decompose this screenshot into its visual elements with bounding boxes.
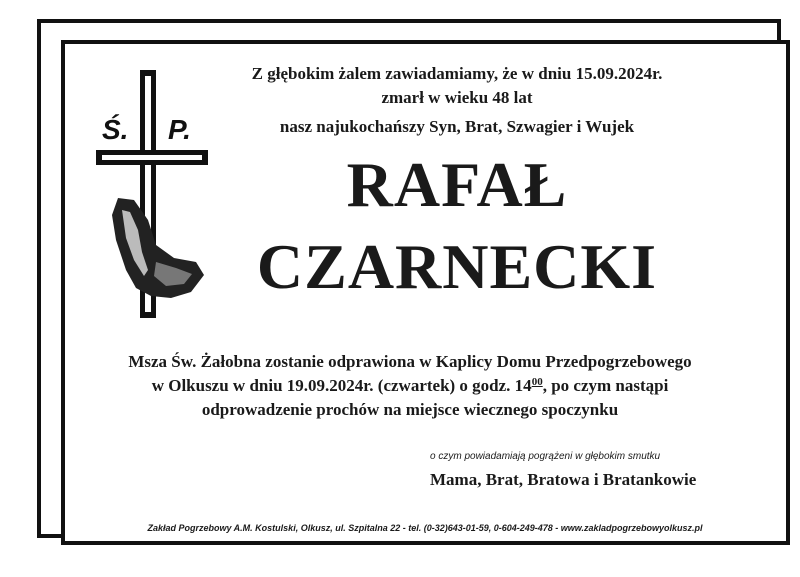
announcement-line-1: Z głębokim żalem zawiadamiamy, że w dniu 15.09.2024r. [251, 64, 663, 83]
deceased-last-name: CZARNECKI [256, 231, 658, 302]
mass-time-minutes: 00 [531, 376, 543, 388]
announcement-line-3: nasz najukochańszy Syn, Brat, Szwagier i Wujek [279, 117, 635, 136]
announcement-line-2: zmarł w wieku 48 lat [381, 88, 533, 107]
symbol-p-label: P. [168, 114, 191, 145]
symbol-s-label: Ś. [102, 114, 129, 145]
mass-line-2-continuation: , po czym nastąpi [542, 376, 669, 395]
mass-line-2 [45, 376, 775, 396]
mass-line-3: odprowadzenie prochów na miejsce wiecznego spoczynku [201, 400, 619, 419]
mass-line-1: Msza Św. Żałobna zostanie odprawiona w Kaplicy Domu Przedpogrzebowego [128, 352, 692, 371]
funeral-home-footer: Zakład Pogrzebowy A.M. Kostulski, Olkusz, ul. Szpitalna 22 - tel. (0-32)643-01-59, 0-604-249-478 - www.zakladpogrzebowyolkusz.pl [147, 523, 703, 533]
mass-line-2-text: w Olkuszu w dniu 19.09.2024r. (czwartek) o godz. 14 [151, 376, 532, 395]
mourners-notice: o czym powiadamiają pogrążeni w głębokim smutku [430, 451, 661, 462]
mourners-family: Mama, Brat, Bratowa i Bratankowie [430, 470, 697, 489]
deceased-first-name: RAFAŁ [346, 149, 568, 220]
